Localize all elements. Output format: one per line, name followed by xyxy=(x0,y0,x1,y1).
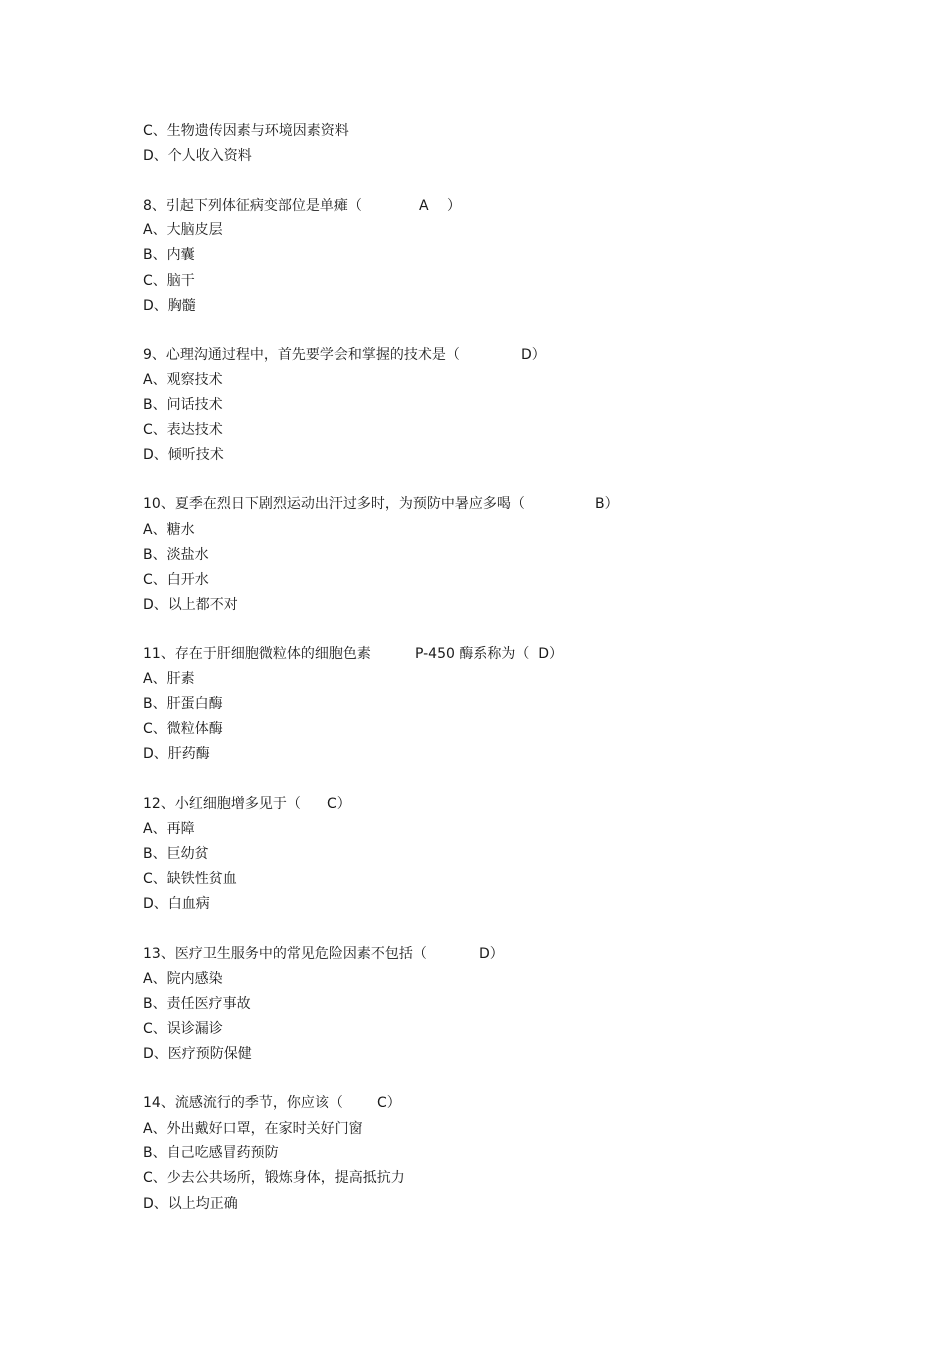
option-line: B、内囊 xyxy=(143,247,195,263)
question-stem: 13、医疗卫生服务中的常见危险因素不包括（ xyxy=(143,946,427,962)
question-answer: P-450 酶系称为（ D） xyxy=(415,646,564,662)
question-stem: 12、小红细胞增多见于（ xyxy=(143,796,301,812)
question-answer: A xyxy=(419,198,429,214)
option-line: C、白开水 xyxy=(143,572,209,588)
option-line: B、责任医疗事故 xyxy=(143,996,251,1012)
option-line: A、肝素 xyxy=(143,671,195,687)
option-line: D、胸髓 xyxy=(143,298,196,314)
option-line: A、糖水 xyxy=(143,522,195,538)
option-line: B、淡盐水 xyxy=(143,547,209,563)
option-line: C、表达技术 xyxy=(143,422,223,438)
option-line: C、微粒体酶 xyxy=(143,721,223,737)
option-line: C、缺铁性贫血 xyxy=(143,871,237,887)
option-line: A、外出戴好口罩，在家时关好门窗 xyxy=(143,1121,363,1137)
question-stem: 8、引起下列体征病变部位是单瘫（ xyxy=(143,198,362,214)
option-line: A、观察技术 xyxy=(143,372,223,388)
question-answer: B） xyxy=(595,496,619,512)
option-line: B、问话技术 xyxy=(143,397,223,413)
option-line: D、以上均正确 xyxy=(143,1196,238,1212)
option-line: A、再障 xyxy=(143,821,195,837)
question-answer: C） xyxy=(377,1095,401,1111)
option-line: D、以上都不对 xyxy=(143,597,238,613)
option-line: A、院内感染 xyxy=(143,971,223,987)
option-line: D、倾听技术 xyxy=(143,447,224,463)
option-line: D、肝药酶 xyxy=(143,746,210,762)
option-line: B、巨幼贫 xyxy=(143,846,209,862)
option-line: C、少去公共场所，锻炼身体，提高抵抗力 xyxy=(143,1170,405,1186)
question-answer: C） xyxy=(327,796,351,812)
option-line: A、大脑皮层 xyxy=(143,222,223,238)
question-stem: 9、心理沟通过程中，首先要学会和掌握的技术是（ xyxy=(143,347,460,363)
option-line: C、脑干 xyxy=(143,273,195,289)
option-line: D、个人收入资料 xyxy=(143,148,252,164)
question-stem: 11、存在于肝细胞微粒体的细胞色素 xyxy=(143,646,371,662)
option-line: B、自己吃感冒药预防 xyxy=(143,1145,279,1161)
question-close-paren: ） xyxy=(447,198,461,214)
question-answer: D） xyxy=(479,946,504,962)
option-line: D、医疗预防保健 xyxy=(143,1046,252,1062)
question-answer: D） xyxy=(521,347,546,363)
option-line: B、肝蛋白酶 xyxy=(143,696,223,712)
option-line: D、白血病 xyxy=(143,896,210,912)
option-line: C、生物遗传因素与环境因素资料 xyxy=(143,123,349,139)
question-stem: 14、流感流行的季节，你应该（ xyxy=(143,1095,343,1111)
question-stem: 10、夏季在烈日下剧烈运动出汗过多时，为预防中暑应多喝（ xyxy=(143,496,525,512)
option-line: C、误诊漏诊 xyxy=(143,1021,223,1037)
